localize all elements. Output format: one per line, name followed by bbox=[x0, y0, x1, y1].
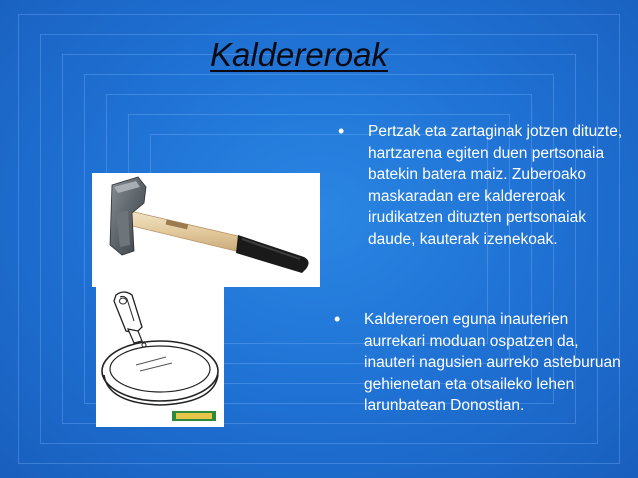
frying-pan-icon bbox=[96, 287, 224, 427]
hammer-icon bbox=[92, 173, 320, 287]
hammer-image bbox=[92, 173, 320, 287]
slide-title: Kaldereroak bbox=[210, 36, 388, 73]
bullet-item bbox=[338, 121, 628, 250]
bullet-text: Pertzak eta zartaginak jotzen dituzte, hartzarena egiten duen pertsonaia batekin batera maiz. Zuberoako maskaradan ere kaldereroak irudikatzen dituzten pertsonaiak daude, kauterak izenekoak. bbox=[368, 123, 623, 248]
bullet-text: Kaldereroen eguna inauterien aurrekari moduan ospatzen da, inauteri nagusien aurreko asteburuan gehienetan eta otsaileko lehen larunbatean Donostian. bbox=[364, 311, 621, 414]
bullet-marker: • bbox=[334, 309, 341, 329]
bullet-item bbox=[334, 309, 626, 417]
frying-pan-image bbox=[96, 287, 224, 427]
bullet-marker: • bbox=[338, 121, 345, 141]
